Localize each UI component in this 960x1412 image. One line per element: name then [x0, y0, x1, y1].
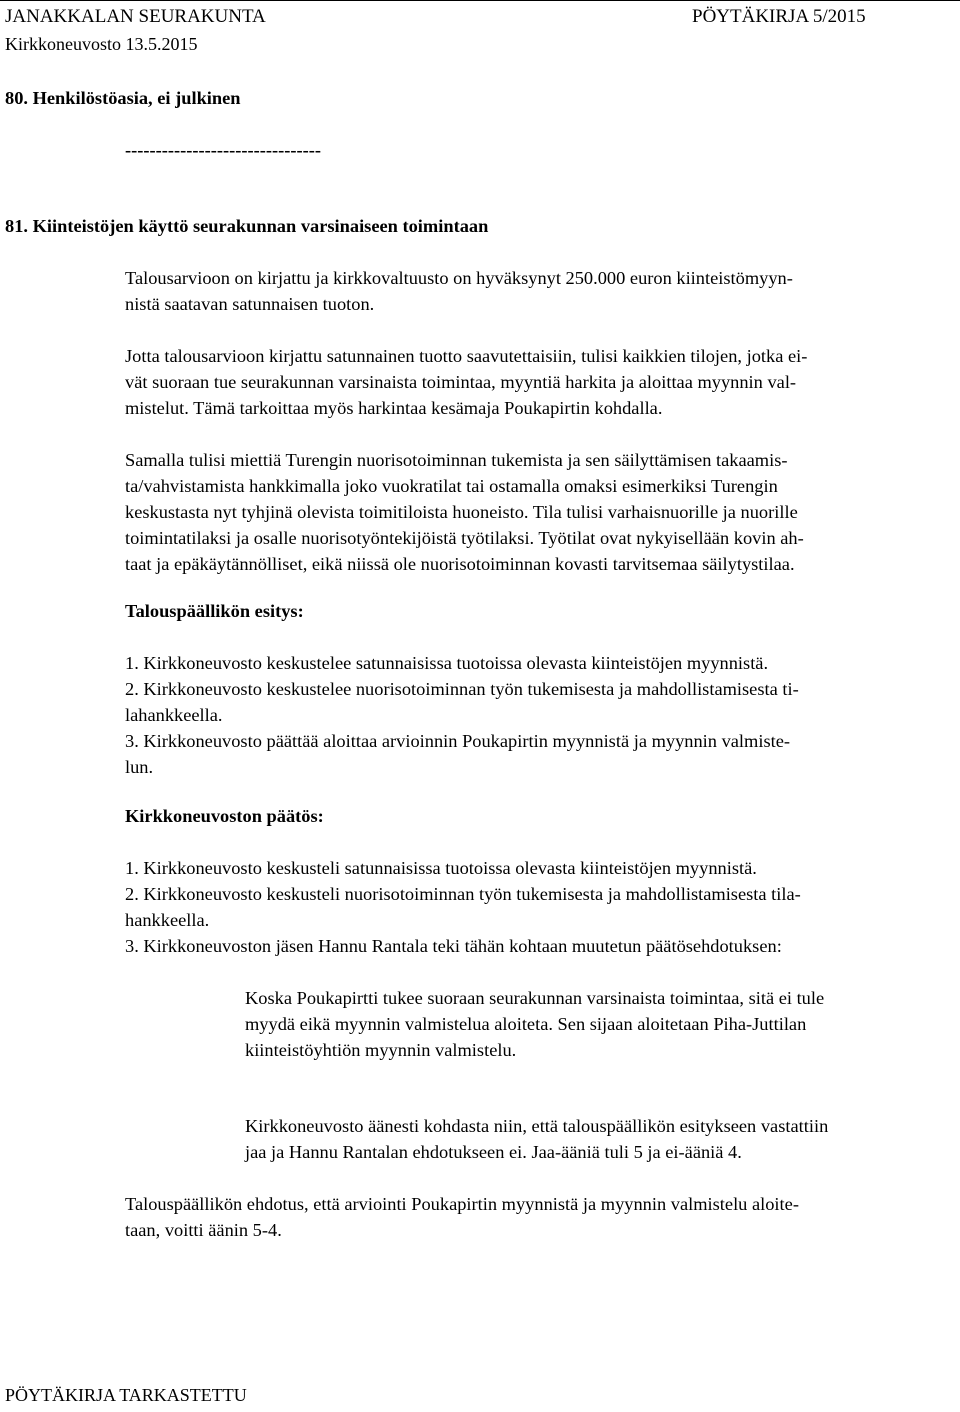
paragraph-line: nistä saatavan satunnaisen tuoton. — [125, 294, 375, 314]
paragraph-line: keskustasta nyt tyhjinä olevista toimitiloista huoneisto. Tila tulisi varhaisnuorille ja nuorille — [125, 502, 798, 522]
paragraph-line: Talousarvioon on kirjattu ja kirkkovaltuusto on hyväksynyt 250.000 euron kiinteistömyyn- — [125, 268, 793, 288]
counter-proposal-line: myydä eikä myynnin valmistelua aloiteta. Sen sijaan aloitetaan Piha-Juttilan — [245, 1014, 807, 1034]
decision-item: 2. Kirkkoneuvosto keskusteli nuorisotoiminnan työn tukemisesta ja mahdollistamisesta tila- — [125, 884, 801, 904]
decision-item: 3. Kirkkoneuvoston jäsen Hannu Rantala teki tähän kohtaan muutetun päätösehdotuksen: — [125, 936, 782, 956]
proposal-item: 1. Kirkkoneuvosto keskustelee satunnaisissa tuotoissa olevasta kiinteistöjen myynnistä. — [125, 653, 769, 673]
proposal-item: 3. Kirkkoneuvosto päättää aloittaa arvioinnin Poukapirtin myynnistä ja myynnin valmiste- — [125, 731, 790, 751]
section-81-title: 81. Kiinteistöjen käyttö seurakunnan varsinaiseen toimintaan — [5, 216, 489, 236]
proposal-item: 2. Kirkkoneuvosto keskustelee nuorisotoiminnan työn tukemisesta ja mahdollistamisesta ti- — [125, 679, 799, 699]
proposal-item: lun. — [125, 757, 154, 777]
result-line: Talouspäällikön ehdotus, että arviointi Poukapirtin myynnistä ja myynnin valmistelu aloite- — [125, 1194, 799, 1214]
section-80-title: 80. Henkilöstöasia, ei julkinen — [5, 88, 241, 108]
paragraph-line: Jotta talousarvioon kirjattu satunnainen tuotto saavutettaisiin, tulisi kaikkien tilojen, jotka ei- — [125, 346, 808, 366]
paragraph-line: ta/vahvistamista hankkimalla joko vuokratilat tai ostamalla omaksi esimerkiksi Turengin — [125, 476, 778, 496]
counter-proposal-line: Koska Poukapirtti tukee suoraan seurakunnan varsinaista toimintaa, sitä ei tule — [245, 988, 825, 1008]
header-meeting: Kirkkoneuvosto 13.5.2015 — [5, 34, 198, 54]
counter-proposal-line: kiinteistöyhtiön myynnin valmistelu. — [245, 1040, 517, 1060]
footer-label: PÖYTÄKIRJA TARKASTETTU — [5, 1385, 247, 1405]
paragraph-line: Samalla tulisi miettiä Turengin nuorisotoiminnan tukemista ja sen säilyttämisen takaamis- — [125, 450, 788, 470]
result-line: taan, voitti äänin 5-4. — [125, 1220, 282, 1240]
paragraph-line: taat ja epäkäytännölliset, eikä niissä ole nuorisotoiminnan kovasti tarvitsemaa säilytystilaa. — [125, 554, 795, 574]
paragraph-line: toimintatilaksi ja osalle nuorisotyöntekijöistä työtilaksi. Työtilat ovat nykyisellään kovin ah- — [125, 528, 804, 548]
vote-line: jaa ja Hannu Rantalan ehdotukseen ei. Jaa-ääniä tuli 5 ja ei-ääniä 4. — [245, 1142, 742, 1162]
decision-item: hankkeella. — [125, 910, 210, 930]
header-organization: JANAKKALAN SEURAKUNTA — [5, 6, 266, 27]
decision-item: 1. Kirkkoneuvosto keskusteli satunnaisissa tuotoissa olevasta kiinteistöjen myynnistä. — [125, 858, 757, 878]
header-document-id: PÖYTÄKIRJA 5/2015 — [692, 6, 866, 27]
section-separator: -------------------------------- — [125, 140, 321, 160]
vote-line: Kirkkoneuvosto äänesti kohdasta niin, että talouspäällikön esitykseen vastattiin — [245, 1116, 829, 1136]
proposal-item: lahankkeella. — [125, 705, 223, 725]
proposal-heading: Talouspäällikön esitys: — [125, 601, 304, 621]
paragraph-line: vät suoraan tue seurakunnan varsinaista toimintaa, myyntiä harkita ja aloittaa myynnin val- — [125, 372, 797, 392]
header-rule — [0, 0, 960, 1]
decision-heading: Kirkkoneuvoston päätös: — [125, 806, 324, 826]
paragraph-line: mistelut. Tämä tarkoittaa myös harkintaa kesämaja Poukapirtin kohdalla. — [125, 398, 663, 418]
